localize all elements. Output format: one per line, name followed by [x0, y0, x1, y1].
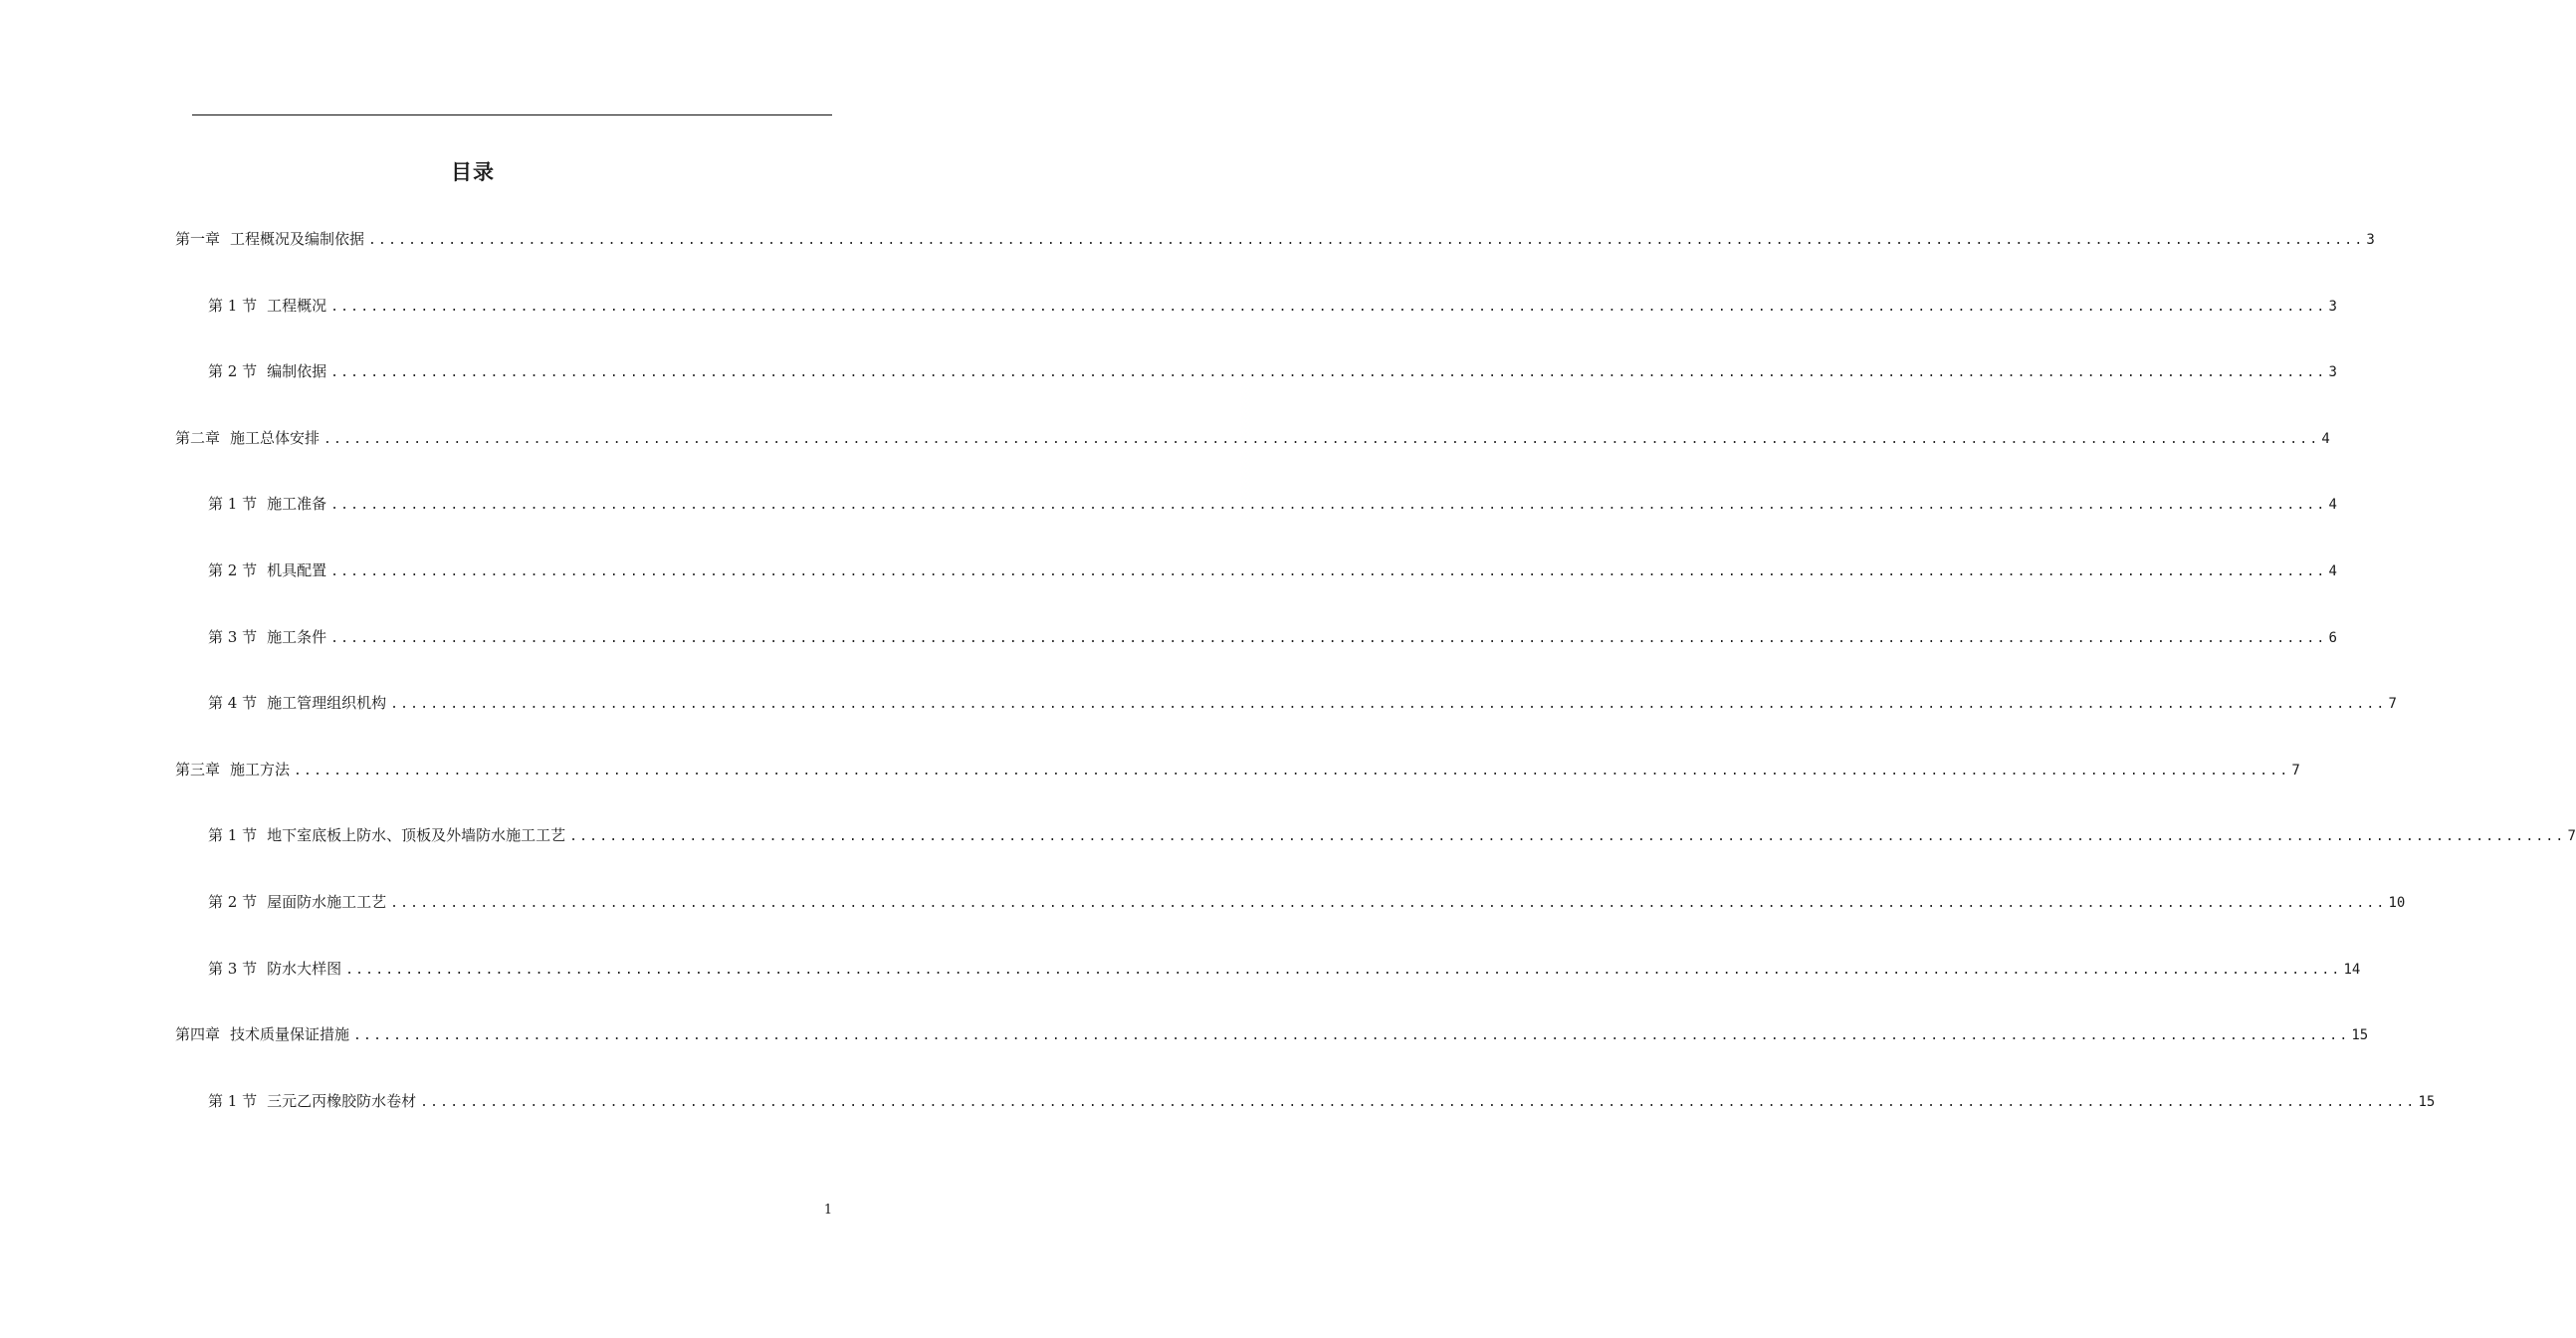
- toc-entry-page: 3: [2328, 364, 2337, 380]
- toc-entry-number: 第 3 节: [208, 628, 258, 646]
- toc-entry-label: 施工条件: [267, 628, 327, 646]
- toc-chapter-entry[interactable]: [175, 1022, 2369, 1046]
- toc-entry-label: 编制依据: [267, 362, 327, 380]
- toc-entry-label: 技术质量保证措施: [230, 1025, 350, 1043]
- toc-section-entry[interactable]: [208, 890, 2406, 914]
- toc-entry-label: 屋面防水施工工艺: [267, 893, 387, 911]
- toc-entry-page: 3: [2328, 299, 2337, 315]
- toc-entry-page: 4: [2328, 563, 2337, 579]
- toc-dot-leader: ........................................................................................................................................................................................................: [330, 300, 2327, 315]
- toc-dot-leader: ........................................................................................................................................................................................................: [390, 896, 2387, 911]
- toc-section-entry[interactable]: [208, 359, 2337, 383]
- toc-dot-leader: ........................................................................................................................................................................................................: [330, 564, 2327, 579]
- toc-dot-leader: ........................................................................................................................................................................................................: [345, 963, 2342, 978]
- toc-section-entry[interactable]: [208, 691, 2397, 715]
- toc-entry-page: 10: [2388, 895, 2406, 911]
- toc-entry-number: 第 3 节: [208, 960, 258, 978]
- toc-entry-number: 第 2 节: [208, 362, 258, 380]
- toc-entry-number: 第四章: [175, 1025, 221, 1043]
- toc-entry-number: 第 2 节: [208, 893, 258, 911]
- toc-entry-label: 施工准备: [267, 495, 327, 513]
- toc-entry-page: 7: [2291, 763, 2300, 779]
- toc-entry-number: 第 2 节: [208, 561, 258, 579]
- toc-entry-page: 3: [2366, 232, 2375, 248]
- toc-dot-leader: ........................................................................................................................................................................................................: [420, 1095, 2417, 1110]
- toc-entry-number: 第 1 节: [208, 1092, 258, 1110]
- toc-dot-leader: ........................................................................................................................................................................................................: [330, 631, 2327, 646]
- header-rule: [192, 114, 832, 115]
- toc-entry-page: 7: [2567, 828, 2576, 844]
- toc-entry-label: 机具配置: [267, 561, 327, 579]
- toc-entry-label: 三元乙丙橡胶防水卷材: [267, 1092, 417, 1110]
- toc-entry-page: 15: [2351, 1027, 2369, 1043]
- toc-entry-number: 第 1 节: [208, 826, 258, 844]
- toc-dot-leader: ........................................................................................................................................................................................................: [323, 432, 2320, 447]
- toc-entry-label: 防水大样图: [267, 960, 342, 978]
- toc-entry-label: 地下室底板上防水、顶板及外墙防水施工工艺: [267, 826, 566, 844]
- toc-dot-leader: ........................................................................................................................................................................................................: [368, 233, 2365, 248]
- toc-entry-page: 15: [2418, 1094, 2436, 1110]
- toc-dot-leader: ........................................................................................................................................................................................................: [353, 1028, 2350, 1043]
- toc-chapter-entry[interactable]: [175, 227, 2375, 251]
- toc-section-entry[interactable]: [208, 492, 2337, 516]
- toc-section-entry[interactable]: [208, 1089, 2436, 1113]
- toc-entry-number: 第 1 节: [208, 297, 258, 315]
- toc-entry-label: 工程概况及编制依据: [230, 230, 365, 248]
- toc-dot-leader: ........................................................................................................................................................................................................: [390, 697, 2387, 712]
- toc-entry-number: 第 4 节: [208, 694, 258, 712]
- toc-entry-page: 4: [2321, 431, 2330, 447]
- toc-entry-label: 工程概况: [267, 297, 327, 315]
- toc-chapter-entry[interactable]: [175, 758, 2300, 781]
- page-number: 1: [823, 1203, 833, 1218]
- toc-section-entry[interactable]: [208, 625, 2337, 649]
- toc-entry-number: 第二章: [175, 429, 221, 447]
- toc-section-entry[interactable]: [208, 957, 2361, 981]
- toc-section-entry[interactable]: [208, 823, 2576, 847]
- toc-dot-leader: ........................................................................................................................................................................................................: [330, 498, 2327, 513]
- toc-section-entry[interactable]: [208, 558, 2337, 582]
- toc-dot-leader: ........................................................................................................................................................................................................: [330, 365, 2327, 380]
- toc-entry-number: 第三章: [175, 761, 221, 779]
- toc-chapter-entry[interactable]: [175, 426, 2330, 450]
- toc-dot-leader: ........................................................................................................................................................................................................: [294, 764, 2290, 779]
- toc-dot-leader: ........................................................................................................................................................................................................: [569, 829, 2566, 844]
- toc-entry-label: 施工方法: [230, 761, 291, 779]
- toc-entry-label: 施工管理组织机构: [267, 694, 387, 712]
- toc-title: 目录: [451, 160, 495, 184]
- toc-entry-page: 14: [2343, 962, 2361, 978]
- toc-entry-label: 施工总体安排: [230, 429, 321, 447]
- toc-entry-number: 第一章: [175, 230, 221, 248]
- toc-entry-page: 7: [2388, 696, 2397, 712]
- toc-entry-page: 4: [2328, 497, 2337, 513]
- toc-section-entry[interactable]: [208, 294, 2337, 318]
- toc-entry-number: 第 1 节: [208, 495, 258, 513]
- toc-entry-page: 6: [2328, 630, 2337, 646]
